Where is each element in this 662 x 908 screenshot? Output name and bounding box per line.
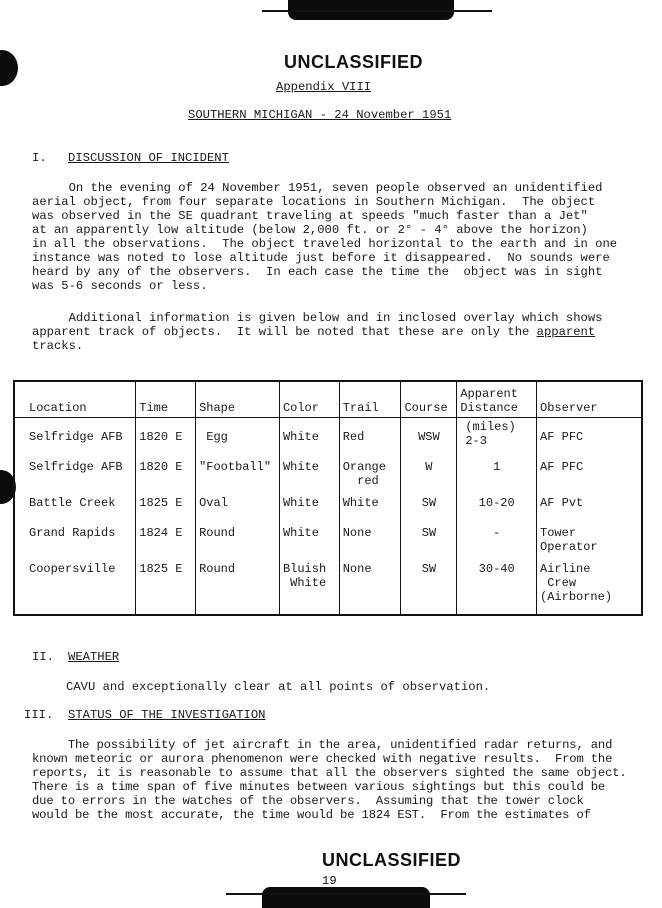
cell-location: Coopersville — [14, 554, 136, 615]
cell-time: 1825 E — [136, 488, 196, 518]
column-header-observer: Observer — [537, 381, 642, 418]
paragraph-line: tracks. — [32, 339, 84, 353]
classification-stamp-top: UNCLASSIFIED — [284, 52, 424, 72]
cell-observer: Tower Operator — [537, 518, 642, 554]
column-header-shape: Shape — [196, 381, 280, 418]
cell-color: White — [279, 518, 339, 554]
cell-shape: Round — [196, 518, 280, 554]
cell-shape: Round — [196, 554, 280, 615]
section-three-title: STATUS OF THE INVESTIGATION — [68, 708, 266, 722]
cell-observer: AF PFC — [537, 418, 642, 453]
section-one-title: DISCUSSION OF INCIDENT — [68, 151, 229, 165]
cell-trail: White — [339, 488, 401, 518]
cell-shape: Egg — [196, 418, 280, 453]
cell-observer: AF PFC — [537, 452, 642, 488]
cell-trail: None — [339, 554, 401, 615]
paragraph-line: There is a time span of five minutes between various sightings but this could be — [32, 780, 606, 794]
paragraph-line: heard by any of the observers. In each case the time the object was in sight — [32, 265, 603, 279]
paragraph-line: aerial object, from four separate locations in Southern Michigan. The object — [32, 195, 596, 209]
additional-info-paragraph — [32, 311, 602, 353]
paragraph-line: at an apparently low altitude (below 2,000 ft. or 2° - 4° above the horizon) — [32, 223, 588, 237]
cell-course: W — [401, 452, 457, 488]
paragraph-line: known meteoric or aurora phenomenon were checked with negative results. From the — [32, 752, 613, 766]
column-header-location: Location — [14, 381, 136, 418]
paragraph-line: due to errors in the watches of the observers. Assuming that the tower clock — [32, 794, 584, 808]
column-header-time: Time — [136, 381, 196, 418]
page-number: 19 — [322, 874, 337, 888]
table-header-row — [14, 381, 642, 418]
cell-shape: "Football" — [196, 452, 280, 488]
discussion-paragraph — [32, 181, 617, 293]
column-header-course: Course — [401, 381, 457, 418]
paragraph-line: instance was noted to lose altitude just before it disappeared. No sounds were — [32, 251, 610, 265]
paragraph-line: was 5-6 seconds or less. — [32, 279, 208, 293]
classification-stamp-bottom: UNCLASSIFIED — [322, 850, 462, 870]
investigation-paragraph — [32, 738, 627, 822]
cell-time: 1824 E — [136, 518, 196, 554]
cell-distance: 10-20 — [457, 488, 537, 518]
cell-trail: Orange red — [339, 452, 401, 488]
weather-text: CAVU and exceptionally clear at all points of observation. — [66, 680, 491, 694]
appendix-label: Appendix VIII — [276, 80, 372, 94]
cell-time: 1820 E — [136, 452, 196, 488]
cell-color: White — [279, 488, 339, 518]
cell-location: Selfridge AFB — [14, 418, 136, 453]
cell-course: SW — [401, 554, 457, 615]
cell-location: Battle Creek — [14, 488, 136, 518]
bottom-redaction-bar — [262, 887, 430, 908]
column-header-color: Color — [279, 381, 339, 418]
cell-distance: 30-40 — [457, 554, 537, 615]
cell-location: Grand Rapids — [14, 518, 136, 554]
table-row — [14, 518, 642, 554]
cell-course: SW — [401, 488, 457, 518]
cell-location: Selfridge AFB — [14, 452, 136, 488]
sightings-table — [13, 380, 643, 616]
cell-color: White — [279, 452, 339, 488]
section-two-title: WEATHER — [68, 650, 120, 664]
punch-hole-top — [0, 50, 18, 86]
table-row — [14, 554, 642, 615]
cell-color: Bluish White — [279, 554, 339, 615]
top-redaction-streak — [262, 10, 492, 12]
table-row — [14, 418, 642, 453]
column-header-distance: Apparent Distance — [457, 381, 537, 418]
paragraph-line: Additional information is given below and in inclosed overlay which shows — [32, 311, 603, 325]
table-row — [14, 488, 642, 518]
paragraph-line: in all the observations. The object traveled horizontal to the earth and in one — [32, 237, 618, 251]
paragraph-line: would be the most accurate, the time would be 1824 EST. From the estimates of — [32, 808, 591, 822]
section-one-number: I. — [32, 151, 47, 165]
cell-observer: Airline Crew (Airborne) — [537, 554, 642, 615]
cell-distance: - — [457, 518, 537, 554]
paragraph-line — [32, 325, 602, 339]
paragraph-line: was observed in the SE quadrant traveling at speeds "much faster than a Jet" — [32, 209, 588, 223]
bottom-redaction-streak — [226, 893, 466, 895]
cell-shape: Oval — [196, 488, 280, 518]
table-row — [14, 452, 642, 488]
cell-trail: Red — [339, 418, 401, 453]
cell-trail: None — [339, 518, 401, 554]
paragraph-line: On the evening of 24 November 1951, seven people observed an unidentified — [32, 181, 603, 195]
document-title: SOUTHERN MICHIGAN - 24 November 1951 — [188, 108, 452, 122]
paragraph-line: reports, it is reasonable to assume that all the observers sighted the same object. — [32, 766, 627, 780]
cell-time: 1825 E — [136, 554, 196, 615]
cell-color: White — [279, 418, 339, 453]
cell-observer: AF Pvt — [537, 488, 642, 518]
cell-course: SW — [401, 518, 457, 554]
section-two-number: II. — [32, 650, 54, 664]
cell-distance: 1 — [457, 452, 537, 488]
column-header-trail: Trail — [339, 381, 401, 418]
paragraph-line: The possibility of jet aircraft in the area, unidentified radar returns, and — [32, 738, 613, 752]
section-three-number: III. — [24, 708, 54, 722]
emphasized-word: apparent — [536, 325, 596, 339]
cell-distance: (miles) 2-3 — [457, 418, 537, 453]
cell-course: WSW — [401, 418, 457, 453]
paragraph-line-text: apparent track of objects. It will be noted that these are only the — [32, 325, 537, 339]
cell-time: 1820 E — [136, 418, 196, 453]
